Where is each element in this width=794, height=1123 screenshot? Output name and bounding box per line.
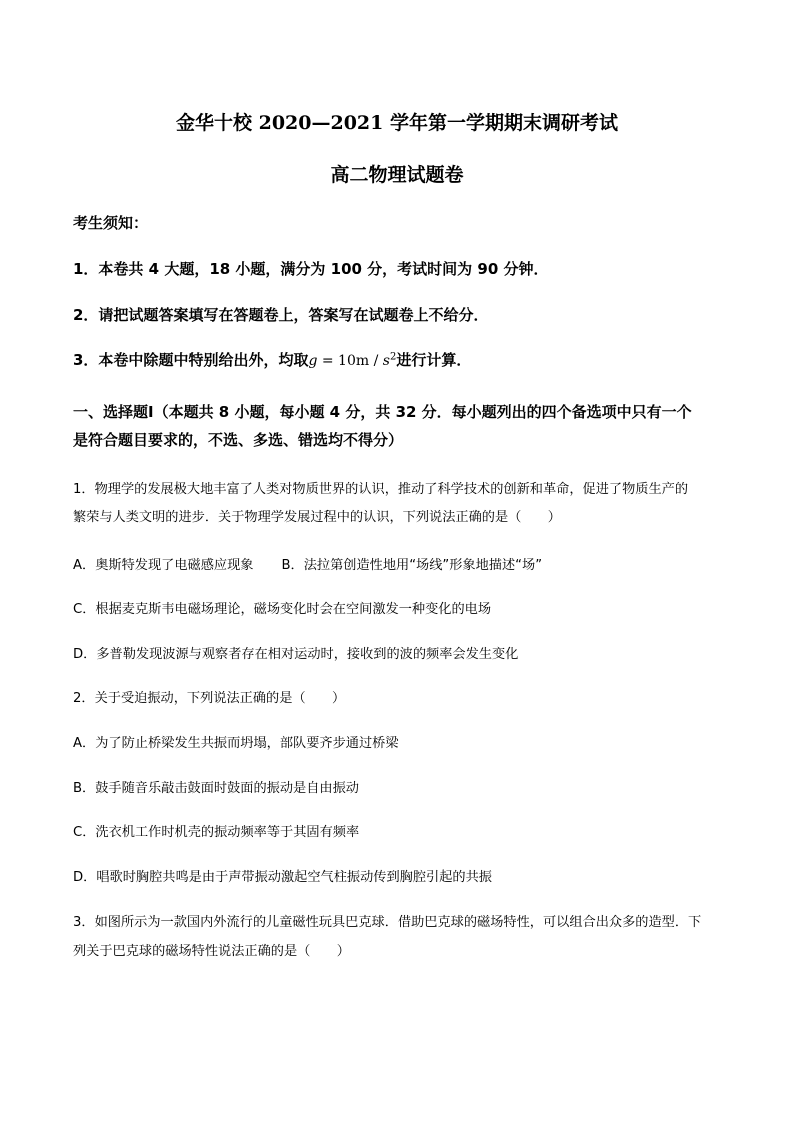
- q1-option-a: A．奥斯特发现了电磁感应现象: [73, 558, 254, 573]
- q2-stem: 2．关于受迫振动，下列说法正确的是（ ）: [73, 691, 346, 706]
- q2-option-a: A．为了防止桥梁发生共振而坍塌，部队要齐步通过桥梁: [73, 736, 399, 751]
- q1-options-ab: [73, 554, 542, 573]
- q1-option-b: B．法拉第创造性地用“场线”形象地描述“场”: [281, 558, 543, 573]
- notice-item-2: 2．请把试题答案填写在答题卷上，答案写在试题卷上不给分．: [73, 306, 489, 324]
- q3-stem-line-1: 3．如图所示为一款国内外流行的儿童磁性玩具巴克球．借助巴克球的磁场特性，可以组合出众多的造型．下: [73, 915, 702, 930]
- notice-item-3-text: 3．本卷中除题中特别给出外，均取: [73, 351, 309, 369]
- notice-heading: 考生须知：: [73, 214, 149, 232]
- section-1-heading-line-2: 是符合题目要求的，不选、多选、错选均不得分）: [73, 431, 404, 449]
- q2-option-c: C．洗衣机工作时机壳的振动频率等于其固有频率: [73, 825, 360, 840]
- q2-option-d: D．唱歌时胸腔共鸣是由于声带振动激起空气柱振动传到胸腔引起的共振: [73, 870, 492, 885]
- q3-stem-line-2: 列关于巴克球的磁场特性说法正确的是（ ）: [73, 944, 350, 959]
- q1-stem-line-1: 1．物理学的发展极大地丰富了人类对物质世界的认识，推动了科学技术的创新和革命，促进了物质生产的: [73, 482, 689, 497]
- q2-option-b: B．鼓手随音乐敲击鼓面时鼓面的振动是自由振动: [73, 781, 359, 796]
- exam-subtitle: 高二物理试题卷: [330, 164, 464, 186]
- q1-option-d: D．多普勒发现波源与观察者存在相对运动时，接收到的波的频率会发生变化: [73, 647, 519, 662]
- notice-item-1: 1．本卷共 4 大题，18 小题，满分为 100 分，考试时间为 90 分钟．: [73, 260, 549, 278]
- exam-title: 金华十校 2020—2021 学年第一学期期末调研考试: [176, 112, 618, 134]
- q1-stem-line-2: 繁荣与人类文明的进步．关于物理学发展过程中的认识，下列说法正确的是（ ）: [73, 510, 561, 525]
- q1-option-c: C．根据麦克斯韦电磁场理论，磁场变化时会在空间激发一种变化的电场: [73, 602, 492, 617]
- gravity-formula: $g = 10m / s^2$: [308, 351, 397, 369]
- notice-item-3-suffix: 进行计算．: [396, 351, 472, 369]
- section-1-heading-line-1: 一、选择题Ⅰ（本题共 8 小题，每小题 4 分，共 32 分．每小题列出的四个备选项中只有一个: [73, 403, 692, 421]
- notice-item-3: [73, 349, 471, 370]
